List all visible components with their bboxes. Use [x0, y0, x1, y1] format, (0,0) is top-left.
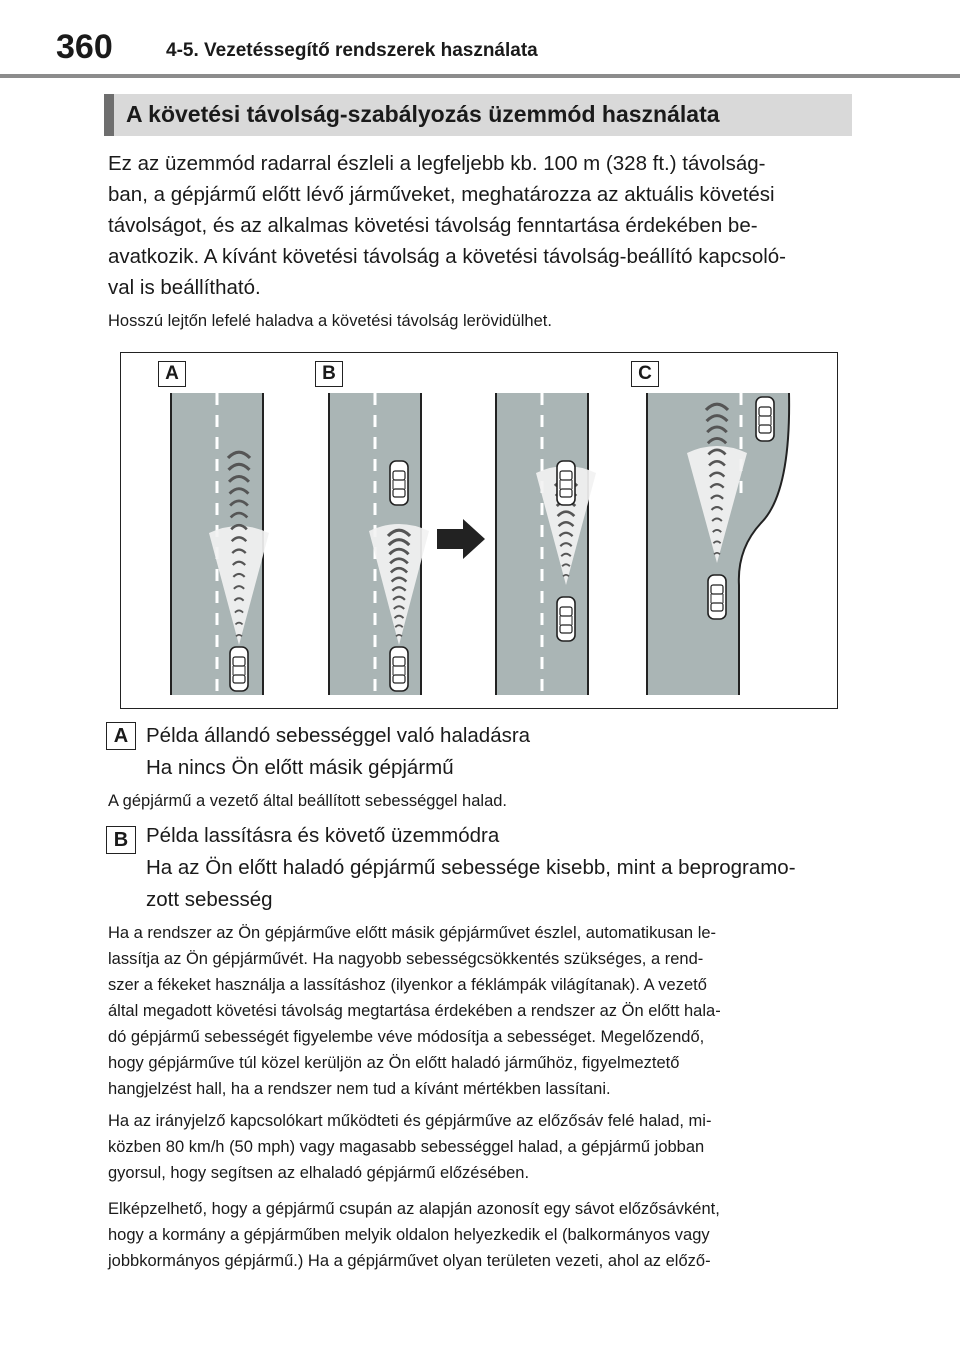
section-title: A követési távolság-szabályozás üzemmód használata	[126, 101, 720, 127]
text-line: Ha az Ön előtt haladó gépjármű sebessége kisebb, mint a beprogramo-	[146, 856, 796, 879]
text-line: által megadott követési távolság megtartása érdekében a rendszer az Ön előtt hala-	[108, 1002, 721, 1020]
arrow-icon	[437, 519, 485, 559]
car-icon	[390, 461, 408, 505]
text-line: Elképzelhető, hogy a gépjármű csupán az alapján azonosít egy sávot előzősávként,	[108, 1200, 720, 1218]
text-line: lassítja az Ön gépjárművét. Ha nagyobb sebességcsökkentés szükséges, a rend-	[108, 950, 704, 968]
text-line: szer a fékeket használja a lassításhoz (ilyenkor a féklámpák világítanak). A vezető	[108, 976, 707, 994]
text-line: jobbkormányos gépjármű.) Ha a gépjárművet olyan területen vezeti, ahol az előző-	[108, 1252, 711, 1270]
text-line: dó gépjármű sebességét figyelembe véve módosítja a sebességet. Megelőzendő,	[108, 1028, 705, 1046]
acc-illustration	[120, 352, 838, 709]
text-line: hangjelzést hall, ha a rendszer nem tud a kívánt mértékben lassítani.	[108, 1080, 611, 1098]
figure-label-c: C	[631, 361, 659, 387]
text-line: hogy gépjárműve túl közel kerüljön az Ön előtt haladó járműhöz, figyelmeztető	[108, 1054, 680, 1072]
item-a-heading	[146, 720, 852, 784]
text-line: Ha a rendszer az Ön gépjárműve előtt másik gépjárművet észlel, automatikusan le-	[108, 924, 717, 942]
paragraph-lane-detection	[108, 1196, 852, 1274]
text-line: Példa állandó sebességgel való haladásra	[146, 724, 531, 747]
car-icon	[230, 647, 248, 691]
text-line: Példa lassításra és követő üzemmódra	[146, 824, 500, 847]
item-label-b: B	[106, 826, 136, 854]
text-line: gyorsul, hogy segítsen az elhaladó gépjármű előzésében.	[108, 1164, 530, 1182]
header-divider	[0, 74, 960, 78]
item-a-body	[108, 788, 852, 814]
text-line: val is beállítható.	[108, 276, 261, 299]
text-line: Ez az üzemmód radarral észleli a legfeljebb kb. 100 m (328 ft.) távolság-	[108, 152, 766, 175]
text-line: hogy a kormány a gépjárműben melyik oldalon helyezkedik el (balkormányos vagy	[108, 1226, 710, 1244]
car-icon	[708, 575, 726, 619]
car-icon	[390, 647, 408, 691]
text-line: A gépjármű a vezető által beállított sebességgel halad.	[108, 792, 508, 810]
page-number: 360	[56, 28, 113, 66]
text-line: távolságot, és az alkalmas követési távolság fenntartása érdekében be-	[108, 214, 758, 237]
text-line: zott sebesség	[146, 888, 273, 911]
page-header	[0, 0, 960, 72]
figure-label-a: A	[158, 361, 186, 387]
car-icon	[557, 597, 575, 641]
section-heading	[104, 94, 852, 136]
text-line: közben 80 km/h (50 mph) vagy magasabb sebességgel halad, a gépjármű jobban	[108, 1138, 705, 1156]
car-icon	[557, 461, 575, 505]
text-line: Ha nincs Ön előtt másik gépjármű	[146, 756, 454, 779]
item-b-heading	[146, 820, 852, 916]
road-diagram	[121, 353, 839, 710]
text-line: Ha az irányjelző kapcsolókart működteti és gépjárműve az előzősáv felé halad, mi-	[108, 1112, 712, 1130]
item-label-a: A	[106, 722, 136, 750]
text-line: ban, a gépjármű előtt lévő járműveket, meghatározza az aktuális követési	[108, 183, 775, 206]
car-icon	[756, 397, 774, 441]
intro-paragraph	[108, 148, 852, 303]
item-b-body	[108, 920, 852, 1102]
chapter-title: 4-5. Vezetéssegítő rendszerek használata	[166, 40, 538, 61]
figure-label-b: B	[315, 361, 343, 387]
intro-note: Hosszú lejtőn lefelé haladva a követési távolság lerövidülhet.	[108, 312, 552, 330]
text-line: avatkozik. A kívánt követési távolság a követési távolság-beállító kapcsoló-	[108, 245, 787, 268]
paragraph-overtaking	[108, 1108, 852, 1186]
